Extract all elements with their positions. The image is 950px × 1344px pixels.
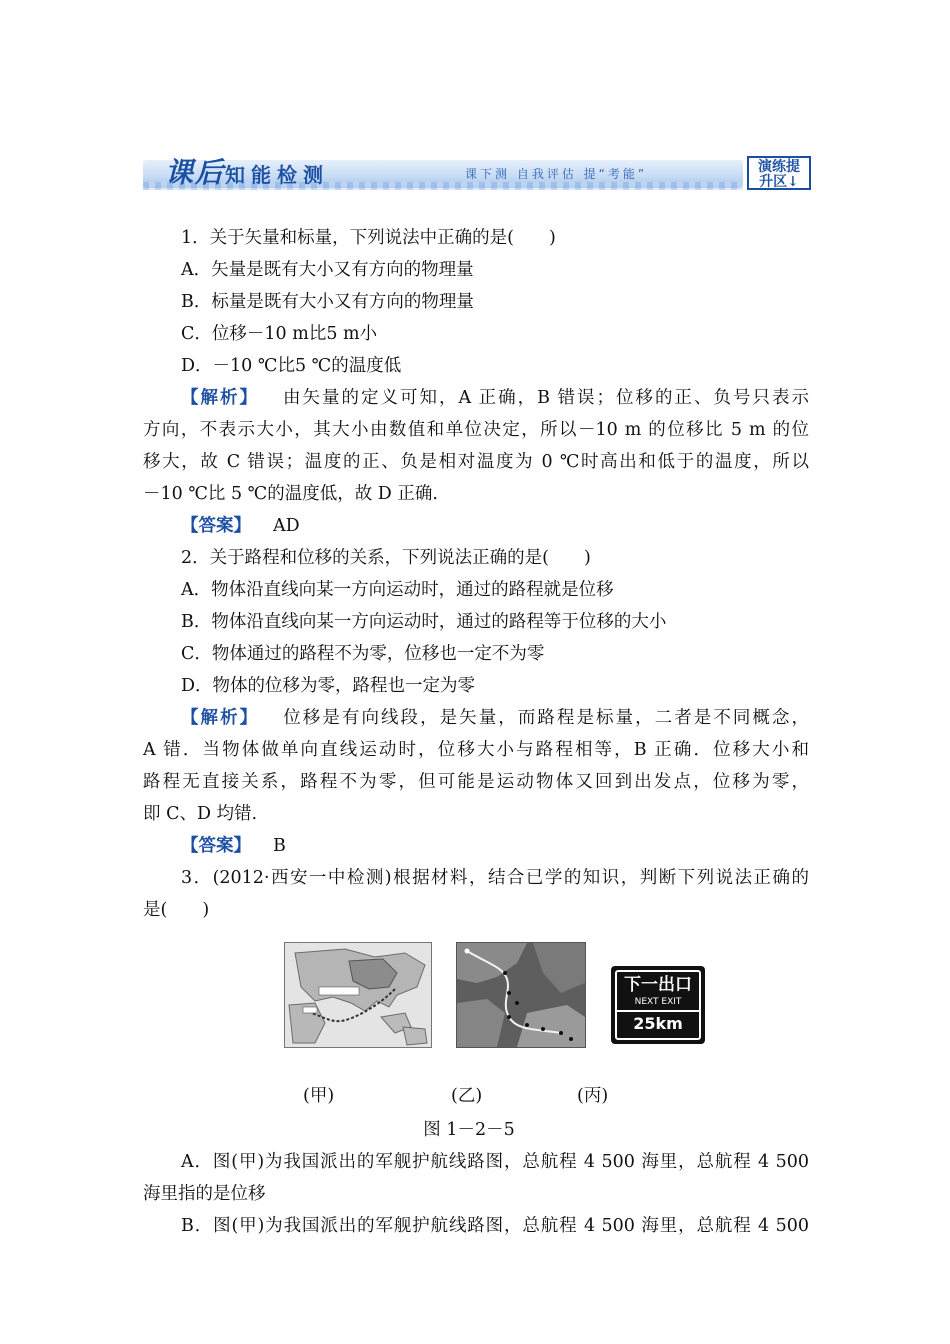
q2-answer bbox=[143, 830, 809, 862]
figure-caption: 图 1－2－5 bbox=[423, 1120, 515, 1140]
banner-title bbox=[165, 156, 329, 192]
q1-analysis-line-3: 移大，故 C 错误；温度的正、负是相对温度为 0 ℃时高出和低于的温度，所以 bbox=[143, 452, 809, 472]
question-content bbox=[143, 222, 809, 1242]
section-banner bbox=[143, 156, 815, 192]
q3-option-a-line-1: A．图(甲)为我国派出的军舰护航线路图，总航程 4 500 海里，总航程 4 500 bbox=[181, 1152, 809, 1172]
q1-option-c: C．位移－10 m比5 m小 bbox=[181, 324, 378, 344]
figure-label-jia: (甲) bbox=[303, 1086, 335, 1106]
q2-option-a: A．物体沿直线向某一方向运动时，通过的路程就是位移 bbox=[181, 580, 614, 600]
q2-analysis-text-1: 位移是有向线段，是矢量，而路程是标量，二者是不同概念， bbox=[281, 708, 810, 728]
figure-group bbox=[143, 932, 809, 1080]
figure-bing-exit-sign bbox=[611, 966, 705, 1044]
q1-analysis-line-1 bbox=[143, 382, 809, 414]
q2-analysis-line-4: 即 C、D 均错. bbox=[143, 804, 258, 824]
figure-label-yi: (乙) bbox=[451, 1086, 483, 1106]
q2-analysis-line-2: A 错．当物体做单向直线运动时，位移大小与路程相等，B 正确．位移大小和 bbox=[143, 740, 809, 760]
q1-stem: 1．关于矢量和标量，下列说法中正确的是( ) bbox=[181, 228, 556, 248]
q3-stem-line-2: 是( ) bbox=[143, 900, 210, 920]
q1-analysis-line-2: 方向，不表示大小，其大小由数值和单位决定，所以－10 m 的位移比 5 m 的位 bbox=[143, 420, 809, 440]
q2-analysis-line-1 bbox=[143, 702, 809, 734]
practice-zone-badge bbox=[747, 156, 811, 190]
badge-line-2: 升区↓ bbox=[759, 174, 799, 190]
exit-sign-english: NEXT EXIT bbox=[634, 997, 682, 1007]
q3-option-a-line-2: 海里指的是位移 bbox=[143, 1184, 266, 1204]
route-map-graphic bbox=[457, 943, 585, 1047]
exit-sign-board bbox=[615, 970, 701, 1040]
q2-stem: 2．关于路程和位移的关系，下列说法正确的是( ) bbox=[181, 548, 591, 568]
exit-sign-divider bbox=[617, 1010, 699, 1012]
escort-map-graphic bbox=[285, 943, 431, 1047]
figure-jia-escort-route-map bbox=[284, 942, 432, 1048]
badge-line-1: 演练提 bbox=[758, 159, 800, 175]
q1-answer-tag: 【答案】 bbox=[181, 516, 251, 536]
q1-analysis-text-1: 由矢量的定义可知，A 正确，B 错误；位移的正、负号只表示 bbox=[280, 388, 809, 408]
exit-sign-distance: 25km bbox=[633, 1014, 683, 1033]
q1-option-d: D．－10 ℃比5 ℃的温度低 bbox=[181, 356, 402, 376]
q2-option-c: C．物体通过的路程不为零，位移也一定不为零 bbox=[181, 644, 545, 664]
q1-answer bbox=[143, 510, 809, 542]
q1-analysis-line-4: －10 ℃比 5 ℃的温度低，故 D 正确. bbox=[143, 484, 438, 504]
q3-stem-line-1: 3．(2012·西安一中检测)根据材料，结合已学的知识，判断下列说法正确的 bbox=[181, 868, 809, 888]
q3-option-b-line-1: B．图(甲)为我国派出的军舰护航线路图，总航程 4 500 海里，总航程 4 500 bbox=[181, 1216, 809, 1236]
banner-title-small: 知能检测 bbox=[225, 163, 330, 187]
q2-analysis-tag: 【解析】 bbox=[181, 708, 260, 728]
figure-label-bing: (丙) bbox=[577, 1086, 609, 1106]
q1-answer-value: AD bbox=[273, 516, 300, 536]
figure-labels bbox=[143, 1080, 809, 1114]
q2-option-b: B．物体沿直线向某一方向运动时，通过的路程等于位移的大小 bbox=[181, 612, 667, 632]
exit-sign-chinese: 下一出口 bbox=[624, 975, 692, 995]
banner-subtitle: 课下测 自我评估 提“考能” bbox=[465, 167, 648, 181]
figure-yi-route-map bbox=[456, 942, 586, 1048]
q2-analysis-line-3: 路程无直接关系，路程不为零，但可能是运动物体又回到出发点，位移为零， bbox=[143, 772, 809, 792]
q2-answer-tag: 【答案】 bbox=[181, 836, 251, 856]
banner-title-big: 课后 bbox=[165, 156, 226, 189]
q1-option-b: B．标量是既有大小又有方向的物理量 bbox=[181, 292, 474, 312]
q2-answer-value: B bbox=[273, 836, 286, 856]
q2-option-d: D．物体的位移为零，路程也一定为零 bbox=[181, 676, 476, 696]
q1-option-a: A．矢量是既有大小又有方向的物理量 bbox=[181, 260, 474, 280]
q1-analysis-tag: 【解析】 bbox=[181, 388, 259, 408]
